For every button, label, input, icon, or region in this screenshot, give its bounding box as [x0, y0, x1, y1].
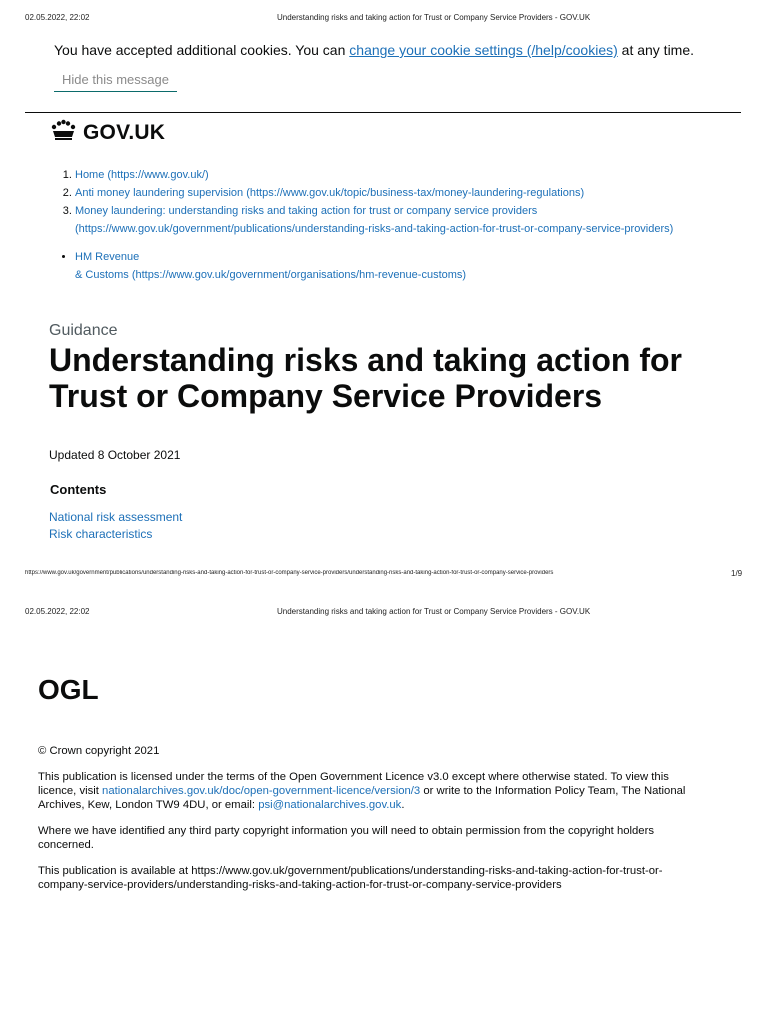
print-datetime: 02.05.2022, 22:02	[25, 607, 90, 616]
crown-copyright: © Crown copyright 2021	[38, 745, 160, 757]
psi-email-link[interactable]: psi@nationalarchives.gov.uk	[258, 799, 402, 811]
breadcrumb-item	[75, 202, 750, 238]
updated-date: Updated 8 October 2021	[49, 448, 181, 462]
contents-heading: Contents	[50, 482, 107, 497]
ogl-logo-text: OGL	[38, 676, 99, 702]
govuk-logo-text: GOV.UK	[83, 120, 166, 144]
licence-text-end: .	[401, 799, 405, 811]
cookie-settings-link[interactable]: change your cookie settings (/help/cookies)	[349, 42, 618, 58]
contents-link-national-risk[interactable]: National risk assessment	[49, 510, 183, 524]
hide-message-button[interactable]: Hide this message	[54, 72, 177, 92]
print-datetime: 02.05.2022, 22:02	[25, 13, 90, 22]
ogl-logo	[38, 676, 100, 707]
breadcrumb-item	[75, 166, 750, 184]
print-page-number: 1/9	[731, 569, 743, 578]
breadcrumb-link-home[interactable]: Home (https://www.gov.uk/)	[75, 169, 209, 181]
breadcrumb-item	[75, 184, 750, 202]
organisation-link[interactable]: HM Revenue	[75, 251, 140, 263]
third-party-paragraph: Where we have identified any third party copyright information you will need to obtain permission from the copyright holders concerned.	[38, 825, 654, 851]
licence-text: This publication is licensed under the terms of the Open Government Licence v3.0 except where otherwise stated. To view this licence, visit	[38, 771, 669, 797]
ogl-licence-link[interactable]: nationalarchives.gov.uk/doc/open-government-licence/version/3	[102, 785, 421, 797]
availability-paragraph: This publication is available at https://www.gov.uk/government/publications/understanding-risks-and-taking-action-for-trust-or-company-service-providers/understanding-risks-and-taking-action-for-trust-or-company-service-providers	[38, 865, 663, 891]
contents-list	[49, 509, 182, 543]
print-url: https://www.gov.uk/government/publications/understanding-risks-and-taking-action-for-trust-or-company-service-providers/understanding-risks-and-taking-action-for-trust-or-company-service-providers	[25, 570, 554, 576]
print-doc-title: Understanding risks and taking action for Trust or Company Service Providers - GOV.UK	[277, 13, 591, 22]
licence-paragraph	[38, 770, 710, 812]
organisation-list	[50, 248, 750, 284]
cookie-message-tail: at any time.	[617, 42, 695, 58]
crown-icon	[50, 119, 77, 146]
page-title: Understanding risks and taking action for Trust or Company Service Providers	[49, 342, 682, 414]
document-caption: Guidance	[49, 322, 118, 339]
organisation-link-line2[interactable]: & Customs (https://www.gov.uk/government/organisations/hm-revenue-customs)	[75, 269, 467, 281]
breadcrumb	[50, 166, 750, 238]
organisation-item	[75, 248, 750, 284]
licence-text-mid: or write to the Information Policy Team, The National Archives, Kew, London TW9 4DU, or email:	[38, 785, 686, 811]
ogl-logo-graphic	[38, 676, 100, 702]
header-divider	[25, 112, 741, 113]
breadcrumb-link-aml[interactable]: Anti money laundering supervision (https://www.gov.uk/topic/business-tax/money-laundering-regulations)	[75, 187, 585, 199]
govuk-logo[interactable]	[50, 119, 165, 146]
breadcrumb-link-publication[interactable]: Money laundering: understanding risks and taking action for trust or company service providers	[75, 205, 538, 217]
cookie-message-text: You have accepted additional cookies. You can	[54, 42, 350, 58]
cookie-message	[54, 42, 694, 58]
breadcrumb-link-publication-url[interactable]: (https://www.gov.uk/government/publications/understanding-risks-and-taking-action-for-trust-or-company-service-providers)	[75, 223, 674, 235]
print-doc-title: Understanding risks and taking action for Trust or Company Service Providers - GOV.UK	[277, 607, 591, 616]
contents-link-risk-characteristics[interactable]: Risk characteristics	[49, 527, 153, 541]
